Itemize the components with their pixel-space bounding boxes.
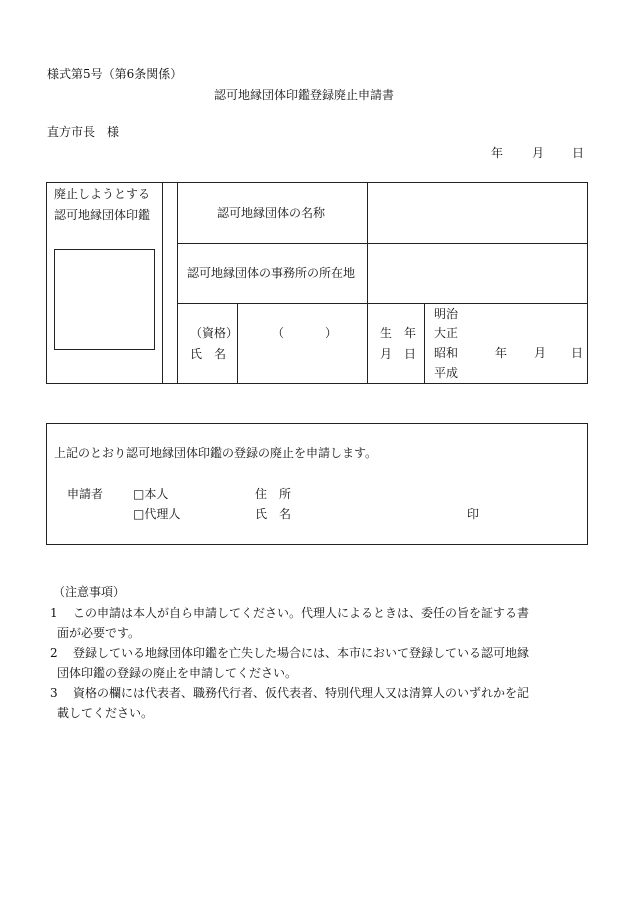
birth-month: 月 bbox=[534, 346, 547, 360]
note-1-number: 1 bbox=[50, 606, 58, 620]
table-hline bbox=[177, 243, 588, 244]
seal-mark: 印 bbox=[467, 507, 480, 521]
table-hline bbox=[177, 303, 588, 304]
note-3-line2: 載してください。 bbox=[57, 706, 154, 720]
notes-heading: （注意事項） bbox=[53, 585, 126, 599]
date-year: 年 bbox=[491, 146, 504, 160]
application-box bbox=[46, 423, 588, 545]
applicant-name-label: 氏 名 bbox=[255, 507, 292, 521]
qualification-label: （資格） bbox=[190, 326, 239, 340]
name-label: 氏 名 bbox=[190, 347, 227, 361]
seal-label-line1: 廃止しようとする bbox=[54, 187, 151, 201]
note-2-number: 2 bbox=[50, 646, 58, 660]
applicant-label: 申請者 bbox=[67, 487, 104, 501]
option-self-checkbox[interactable]: □本人 bbox=[133, 487, 169, 501]
addressee: 直方市長 様 bbox=[47, 125, 120, 139]
era-heisei: 平成 bbox=[434, 366, 459, 380]
table-vline bbox=[162, 182, 163, 384]
paren-close: ） bbox=[325, 326, 338, 340]
table-vline bbox=[177, 182, 178, 384]
seal-label-line2: 認可地縁団体印鑑 bbox=[54, 208, 151, 222]
birth-label-line1: 生 年 bbox=[380, 326, 417, 340]
table-vline bbox=[424, 303, 425, 384]
era-showa: 昭和 bbox=[434, 346, 459, 360]
note-2-line2: 団体印鑑の登録の廃止を申請してください。 bbox=[57, 666, 298, 680]
application-statement: 上記のとおり認可地縁団体印鑑の登録の廃止を申請します。 bbox=[54, 446, 378, 460]
note-3-number: 3 bbox=[50, 686, 58, 700]
form-title: 認可地縁団体印鑑登録廃止申請書 bbox=[214, 88, 395, 102]
date-month: 月 bbox=[532, 146, 545, 160]
seal-impression-box bbox=[54, 249, 155, 350]
era-taisho: 大正 bbox=[434, 326, 459, 340]
birth-day: 日 bbox=[571, 346, 584, 360]
birth-label-line2: 月 日 bbox=[380, 347, 417, 361]
table-vline bbox=[237, 303, 238, 384]
org-name-label: 認可地縁団体の名称 bbox=[217, 206, 326, 220]
paren-open: （ bbox=[272, 326, 285, 340]
note-3-line1: 資格の欄には代表者、職務代行者、仮代表者、特別代理人又は清算人のいずれかを記 bbox=[73, 686, 530, 700]
note-1-line1: この申請は本人が自ら申請してください。代理人によるときは、委任の旨を証する書 bbox=[73, 606, 530, 620]
birth-year: 年 bbox=[495, 346, 508, 360]
style-number: 様式第5号（第6条関係） bbox=[47, 67, 183, 81]
note-1-line2: 面が必要です。 bbox=[57, 626, 141, 640]
note-2-line1: 登録している地縁団体印鑑を亡失した場合には、本市において登録している認可地縁 bbox=[73, 646, 530, 660]
date-day: 日 bbox=[572, 146, 585, 160]
option-agent-checkbox[interactable]: □代理人 bbox=[133, 507, 181, 521]
era-meiji: 明治 bbox=[434, 307, 459, 321]
applicant-address-label: 住 所 bbox=[255, 487, 292, 501]
table-vline bbox=[367, 303, 368, 384]
office-address-label: 認可地縁団体の事務所の所在地 bbox=[187, 266, 356, 280]
